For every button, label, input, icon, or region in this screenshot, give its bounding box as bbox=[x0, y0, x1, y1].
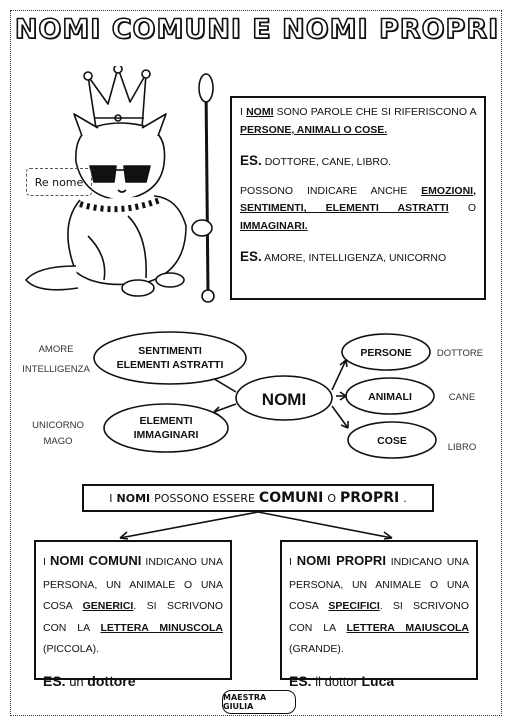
intro-box bbox=[230, 96, 486, 300]
node-persone-label: PERSONE bbox=[360, 347, 412, 359]
node-sentimenti-line2: ELEMENTI ASTRATTI bbox=[116, 359, 224, 371]
arrow-to-cose bbox=[332, 406, 348, 428]
summary-sentence: I NOMI POSSONO ESSERE COMUNI O PROPRI . bbox=[82, 484, 434, 512]
card-comuni-heading: NOMI COMUNI bbox=[49, 553, 142, 568]
split-arrows bbox=[0, 510, 514, 540]
concept-map bbox=[0, 320, 514, 480]
node-sentimenti bbox=[94, 332, 246, 384]
node-immaginari bbox=[104, 404, 228, 452]
node-immaginari-line2: IMMAGINARI bbox=[133, 429, 199, 441]
example-intelligenza: INTELLIGENZA bbox=[22, 364, 90, 375]
example-cane: CANE bbox=[448, 392, 476, 403]
card-propri-heading: NOMI PROPRI bbox=[296, 553, 386, 568]
node-sentimenti-line1: SENTIMENTI bbox=[138, 345, 202, 357]
intro-example-2: ES. AMORE, INTELLIGENZA, UNICORNO bbox=[240, 249, 447, 265]
example-mago: MAGO bbox=[43, 436, 73, 447]
maestra-giulia-logo: MAESTRA GIULIA bbox=[222, 690, 296, 714]
node-animali-label: ANIMALI bbox=[368, 391, 412, 403]
card-nomi-comuni: I NOMI COMUNI INDICANO UNA PERSONA, UN ANIMALE O UNA COSA GENERICI. SI SCRIVONO CON LA LETTERA MINUSCOLA (PICCOLA). ES. un dottore bbox=[34, 540, 232, 680]
intro-example-1: ES. DOTTORE, CANE, LIBRO. bbox=[240, 152, 392, 168]
card-propri-example: ES. il dottor Luca bbox=[289, 672, 395, 689]
arrow-to-persone bbox=[332, 360, 346, 390]
card-nomi-propri: I NOMI PROPRI INDICANO UNA PERSONA, UN ANIMALE O UNA COSA SPECIFICI. SI SCRIVONO CON LA LETTERA MAIUSCOLA (GRANDE). ES. il dottor Luca bbox=[280, 540, 478, 680]
intro-paragraph-1: I NOMI SONO PAROLE CHE SI RIFERISCONO A PERSONE, ANIMALI O COSE. bbox=[240, 106, 476, 136]
card-comuni-example: ES. un dottore bbox=[43, 672, 136, 689]
intro-paragraph-2: POSSONO INDICARE ANCHE EMOZIONI, SENTIMENTI, ELEMENTI ASTRATTI O IMMAGINARI. bbox=[240, 184, 476, 233]
example-unicorno: UNICORNO bbox=[32, 420, 84, 431]
example-libro: LIBRO bbox=[447, 442, 477, 453]
name-tag: Re nome bbox=[26, 168, 92, 196]
example-amore: AMORE bbox=[38, 344, 74, 355]
page-title: NOMI COMUNI E NOMI PROPRI bbox=[14, 14, 500, 45]
node-nomi-label: NOMI bbox=[261, 390, 307, 409]
node-cose-label: COSE bbox=[377, 435, 407, 447]
node-immaginari-line1: ELEMENTI bbox=[139, 415, 193, 427]
example-dottore: DOTTORE bbox=[436, 348, 484, 359]
